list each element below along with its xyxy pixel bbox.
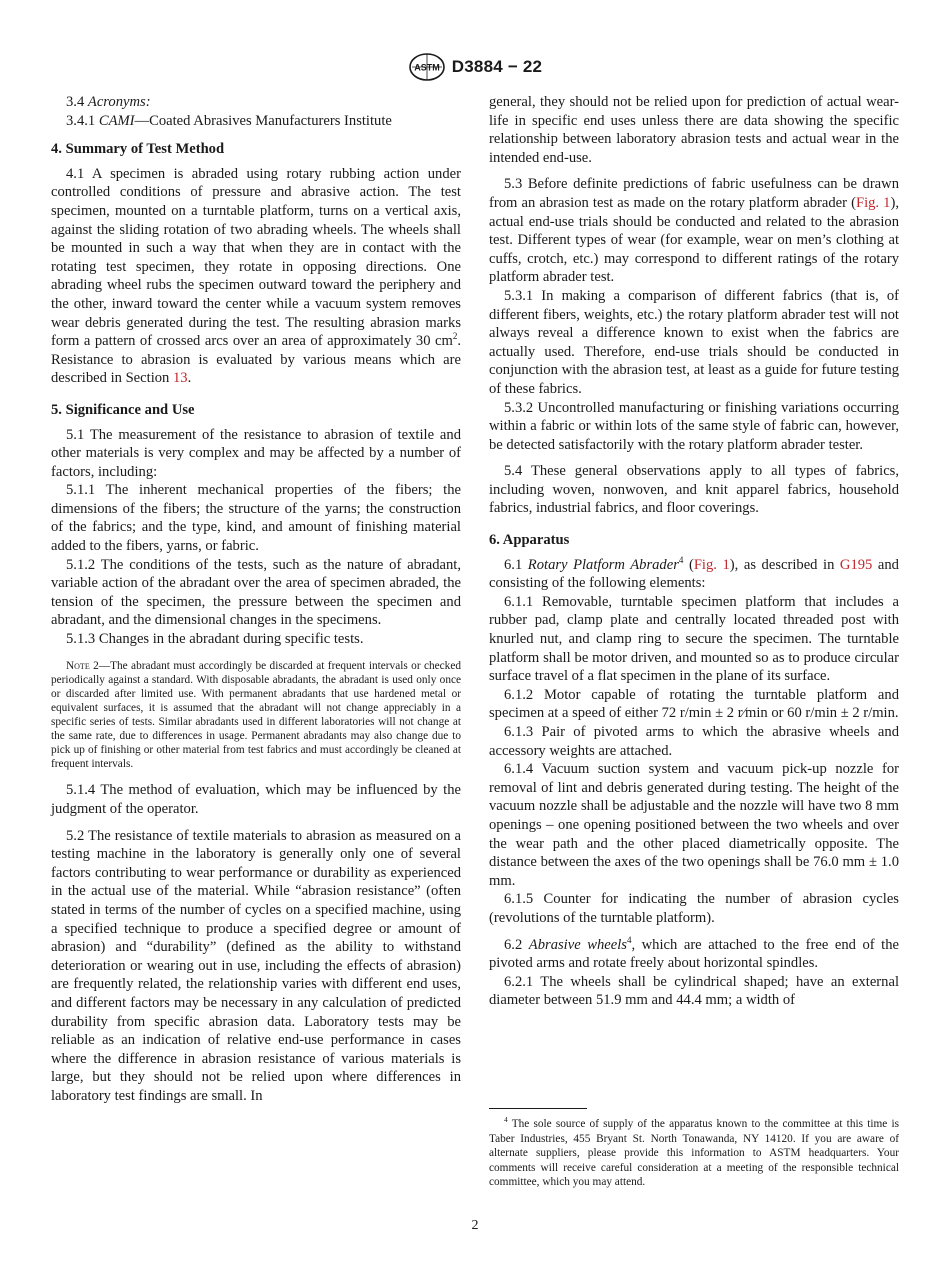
paragraph-6-1-4: 6.1.4 Vacuum suction system and vacuum pick-up nozzle for removal of lint and debris generated during testing. The height of the vacuum nozzle shall be adjustable and the nozzle will have two 8 mm openings – one opening positioned between the two wheels and over the wear path and the other placed diametrically opposite. The distance between the axes of the two openings shall be 76.0 mm ± 1.0 mm.	[489, 761, 899, 889]
note-2: Note 2—The abradant must accordingly be discarded at frequent intervals or checked periodically against a standard. With disposable abradants, the abradant is used only once or discarded after limited use. With permanent abradants that use hardened metal or equivalent surfaces, it is assumed that the abradant will not change appreciably in a specific series of tests. Similar abradants used in different laboratories will not change at the same rate, due to differences in usage. Permanent abradants may also change due to pick up of finishing or other material from test fabrics and must accordingly be cleaned at frequent intervals.	[51, 659, 461, 771]
paragraph-6-2: 6.2 Abrasive wheels$^4$, which are attached to the free end of the pivoted arms and rotate freely about horizontal spindles.	[489, 934, 899, 972]
paragraph-5-2-continued: general, they should not be relied upon for prediction of actual wear-life in specific end uses unless there are data showing the specific relationship between laboratory abrasion tests and actual wear in the intended end-use.	[489, 94, 899, 166]
right-column	[489, 93, 899, 1010]
astm-logo	[408, 52, 446, 82]
paragraph-5-1-4: 5.1.4 The method of evaluation, which may be influenced by the judgment of the operator.	[51, 782, 461, 817]
paragraph-4-1: 4.1 A specimen is abraded using rotary rubbing action under controlled conditions of pressure and abrasive action. The test specimen, mounted on a turntable platform, turns on a vertical axis, against the sliding rotation of two abrading wheels. The wheels shall be mounted in such a way that when they are in contact with the rotating test specimen, they rotate in opposing directions. One abrading wheel rubs the specimen outward toward the periphery and the other, inward toward the center while a vacuum system removes wear debris generated during the test. The resulting abrasion marks form a pattern of crossed arcs over an area of approximately 30 $cm^2$. Resistance to abrasion is evaluated by various means which are described in Section 13.	[51, 165, 461, 387]
document-designation: D3884 − 22	[451, 57, 543, 76]
paragraph-6-2-1: 6.2.1 The wheels shall be cylindrical shaped; have an external diameter between 51.9 mm and 44.4 mm; a width of	[489, 973, 899, 1009]
page-header	[0, 52, 950, 87]
paragraph-5-4: 5.4 These general observations apply to all types of fabrics, including woven, nonwoven, and knit apparel fabrics, household fabrics, industrial fabrics, and floor coverings.	[489, 463, 899, 517]
heading-significance-and-use: 5. Significance and Use	[51, 401, 195, 418]
paragraph-5-3-1: 5.3.1 In making a comparison of different fabrics (that is, of different fibers, weights, etc.) the rotary platform abrader test will not always reveal a difference known to exist when the fabrics are actually used. Therefore, end-use trials should be conducted in conjunction with the abrasion test, at least as a guide for future testing of these fabrics.	[489, 287, 899, 397]
section-3-4: 3.4 Acronyms:	[66, 94, 151, 110]
footnote-divider	[489, 1108, 587, 1109]
link-section-13[interactable]: 13	[173, 370, 188, 387]
paragraph-5-3: 5.3 Before definite predictions of fabric usefulness can be drawn from an abrasion test as made on the rotary platform abrader (Fig. 1), actual end-use trials should be conducted and related to the abrasion test. Different types of wear (for example, wear on men’s clothing at cuffs, crotch, etc.) may correspond to different ratings of the rotary platform abrader test.	[489, 176, 899, 286]
paragraph-5-2: 5.2 The resistance of textile materials to abrasion as measured on a testing machine in the laboratory is generally only one of several factors contributing to wear performance or durability as experienced in the actual use of the material. While “abrasion resistance” (often stated in terms of the number of cycles on a specified machine, using a specified technique to produce a specified degree or amount of abrasion) and “durability” (defined as the ability to withstand deterioration or wearing out in use, including the effects of abrasion) are frequently related, the relationship varies with different end uses, and different factors may be necessary in any calculation of predicted durability from specific abrasion data. Laboratory tests may be reliable as an indication of relative end-use performance in cases where the difference in abrasion resistance of various materials is large, but they should not be relied upon where differences in laboratory test findings are small. In	[51, 827, 461, 1104]
link-fig-1[interactable]: Fig. 1	[855, 194, 891, 211]
paragraph-5-3-2: 5.3.2 Uncontrolled manufacturing or finishing variations occurring within a fabric or within lots of the same style of fabric can, however, be detected satisfactorily with the rotary platform abrader tester.	[489, 399, 899, 453]
page-number: 2	[471, 1218, 479, 1233]
svg-text:ASTM: ASTM	[414, 62, 440, 73]
paragraph-6-1: 6.1 Rotary Platform Abrader$^4$ (Fig. 1), as described in G195 and consisting of the following elements:	[489, 554, 899, 592]
paragraph-6-1-2: 6.1.2 Motor capable of rotating the turntable platform and specimen at a speed of either 72 r/min ± 2 r⁄min or 60 r/min ± 2 r/min.	[489, 686, 899, 722]
footnote-4: $^4$ The sole source of supply of the apparatus known to the committee at this time is Taber Industries, 455 Bryant St. North Tonawanda, NY 14120. If you are aware of alternate suppliers, please provide this information to ASTM headquarters. Your comments will receive careful consideration at a meeting of the responsible technical committee, which you may attend.	[489, 1115, 899, 1189]
paragraph-5-1-2: 5.1.2 The conditions of the tests, such as the nature of abradant, variable action of the abradant over the area of specimen abraded, the tension of the specimen, the pressure between the specimen and abradant, and the dimensional changes in the specimens.	[51, 556, 461, 629]
section-3-4-1: 3.4.1 CAMI—Coated Abrasives Manufacturers Institute	[66, 112, 392, 129]
paragraph-5-1-3: 5.1.3 Changes in the abradant during specific tests.	[66, 631, 364, 648]
link-g195[interactable]: G195	[839, 556, 873, 573]
paragraph-6-1-5: 6.1.5 Counter for indicating the number of abrasion cycles (revolutions of the turntable platform).	[489, 891, 899, 926]
paragraph-6-1-1: 6.1.1 Removable, turntable specimen platform that includes a rubber pad, clamp plate and centrally located threaded post with knurled nut, and clamp ring to secure the specimen. The turntable platform shall be motor driven, and mounted so as to produce circular surface travel of a flat specimen in the plane of its surface.	[489, 593, 899, 685]
paragraph-6-1-3: 6.1.3 Pair of pivoted arms to which the abrasive wheels and accessory weights are attached.	[489, 724, 899, 759]
paragraph-5-1-1: 5.1.1 The inherent mechanical properties of the fibers; the dimensions of the fibers; the structure of the yarns; the construction of the fabrics; and the type, kind, and amount of finishing material added to the fibers, yarns, or fabric.	[51, 482, 461, 555]
heading-apparatus: 6. Apparatus	[489, 532, 570, 549]
left-column	[51, 93, 461, 1105]
link-fig-1[interactable]: Fig. 1	[693, 556, 730, 573]
heading-summary-of-test-method: 4. Summary of Test Method	[51, 141, 225, 158]
paragraph-5-1: 5.1 The measurement of the resistance to abrasion of textile and other materials is very complex and may be affected by a number of factors, including:	[51, 426, 461, 480]
